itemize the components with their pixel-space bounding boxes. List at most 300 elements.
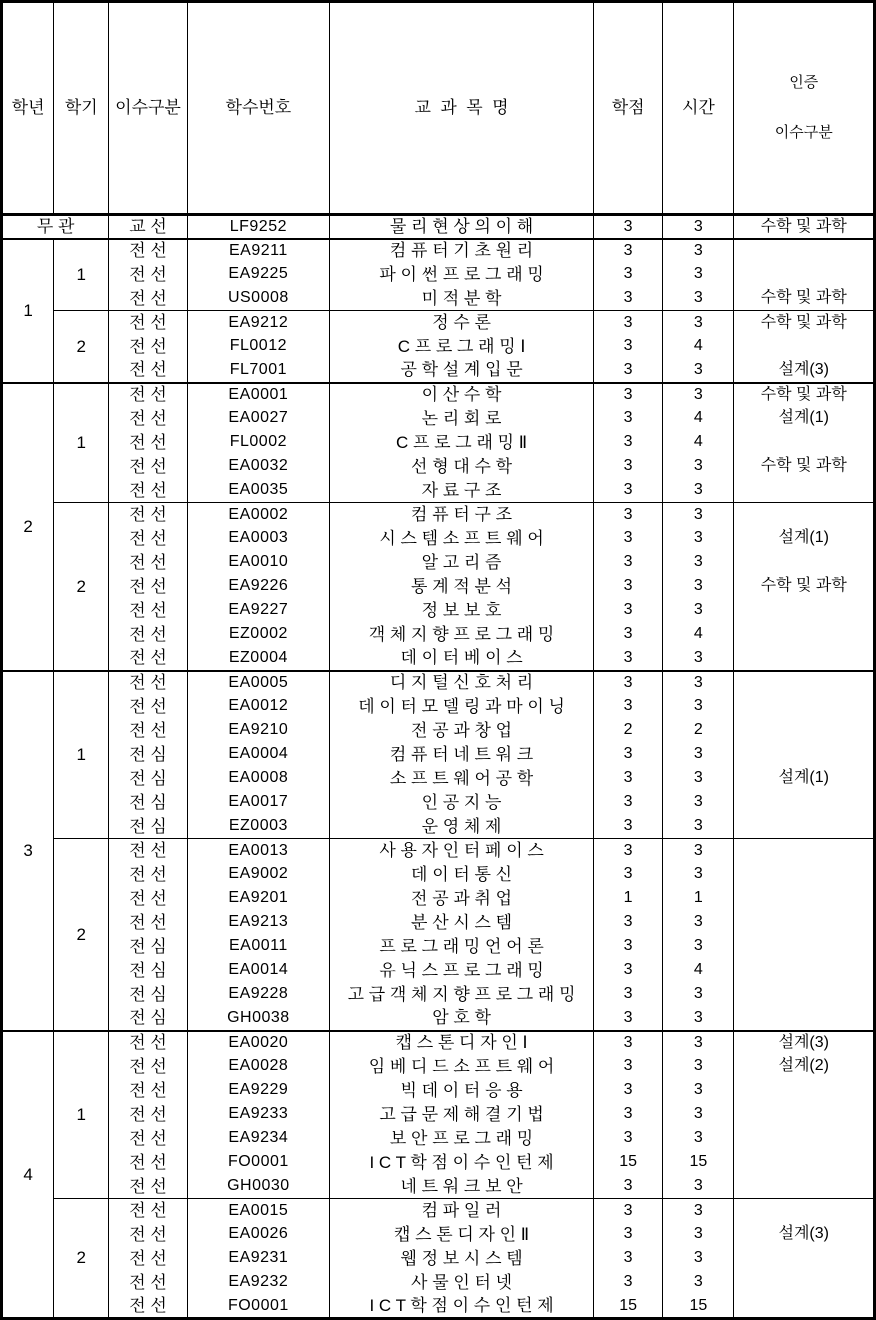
cert-type-cell: 수학 및 과학 (734, 455, 875, 479)
hours-cell: 4 (663, 431, 734, 455)
course-type-cell: 전 심 (109, 791, 187, 815)
credits-cell: 3 (594, 911, 663, 935)
course-code-cell: GH0030 (187, 1175, 329, 1199)
course-name-cell: 정 보 보 호 (330, 599, 594, 623)
course-name-cell: 인 공 지 능 (330, 791, 594, 815)
hours-cell: 3 (663, 239, 734, 263)
course-type-cell: 전 심 (109, 815, 187, 839)
credits-cell: 3 (594, 1247, 663, 1271)
col-header-cert-type (734, 2, 875, 215)
course-name-cell: 소 프 트 웨 어 공 학 (330, 767, 594, 791)
course-name-cell: 미 적 분 학 (330, 287, 594, 311)
cert-type-cell: 설계(1) (734, 407, 875, 431)
course-name-cell: 공 학 설 계 입 문 (330, 359, 594, 383)
course-code-cell: EZ0003 (187, 815, 329, 839)
course-code-cell: EA0026 (187, 1223, 329, 1247)
cert-type-cell: 수학 및 과학 (734, 311, 875, 335)
credits-cell: 3 (594, 1127, 663, 1151)
course-type-cell: 전 심 (109, 935, 187, 959)
credits-cell: 3 (594, 311, 663, 335)
course-code-cell: EZ0002 (187, 623, 329, 647)
course-row (2, 1295, 875, 1319)
course-code-cell: FO0001 (187, 1151, 329, 1175)
course-type-cell: 전 선 (109, 311, 187, 335)
course-row (2, 983, 875, 1007)
hours-cell: 15 (663, 1295, 734, 1319)
course-row (2, 695, 875, 719)
course-type-cell: 전 심 (109, 767, 187, 791)
course-row (2, 767, 875, 791)
course-type-cell: 전 심 (109, 959, 187, 983)
course-name-cell: 물 리 현 상 의 이 해 (330, 215, 594, 239)
course-type-cell: 전 선 (109, 839, 187, 863)
course-name-cell: 컴 퓨 터 네 트 워 크 (330, 743, 594, 767)
hours-cell: 3 (663, 1007, 734, 1031)
hours-cell: 3 (663, 383, 734, 407)
hours-cell: 3 (663, 671, 734, 695)
cert-type-cell (734, 1199, 875, 1223)
credits-cell: 2 (594, 719, 663, 743)
course-name-cell: 알 고 리 즘 (330, 551, 594, 575)
course-name-cell: I C T 학 점 이 수 인 턴 제 (330, 1151, 594, 1175)
course-type-cell: 전 선 (109, 599, 187, 623)
course-row (2, 455, 875, 479)
hours-cell: 3 (663, 311, 734, 335)
course-name-cell: 임 베 디 드 소 프 트 웨 어 (330, 1055, 594, 1079)
course-name-cell: 캡 스 톤 디 자 인 Ⅰ (330, 1031, 594, 1055)
credits-cell: 1 (594, 887, 663, 911)
cert-type-cell (734, 671, 875, 695)
course-name-cell: C 프 로 그 래 밍 Ⅱ (330, 431, 594, 455)
course-name-cell: 정 수 론 (330, 311, 594, 335)
course-type-cell: 전 선 (109, 287, 187, 311)
credits-cell: 3 (594, 263, 663, 287)
course-row (2, 815, 875, 839)
credits-cell: 3 (594, 287, 663, 311)
credits-cell: 3 (594, 1175, 663, 1199)
course-name-cell: 빅 데 이 터 응 용 (330, 1079, 594, 1103)
course-code-cell: EA9211 (187, 239, 329, 263)
credits-cell: 3 (594, 383, 663, 407)
course-row (2, 263, 875, 287)
credits-cell: 3 (594, 767, 663, 791)
credits-cell: 3 (594, 791, 663, 815)
course-code-cell: EA9201 (187, 887, 329, 911)
hours-cell: 2 (663, 719, 734, 743)
course-name-cell: 캡 스 톤 디 자 인 Ⅱ (330, 1223, 594, 1247)
course-row (2, 1055, 875, 1079)
cert-type-cell: 설계(1) (734, 527, 875, 551)
hours-cell: 15 (663, 1151, 734, 1175)
course-name-cell: 사 물 인 터 넷 (330, 1271, 594, 1295)
course-code-cell: EA0005 (187, 671, 329, 695)
course-code-cell: EA0035 (187, 479, 329, 503)
course-name-cell: C 프 로 그 래 밍 Ⅰ (330, 335, 594, 359)
course-code-cell: EA9212 (187, 311, 329, 335)
credits-cell: 3 (594, 431, 663, 455)
hours-cell: 3 (663, 599, 734, 623)
course-type-cell: 전 선 (109, 335, 187, 359)
semester-cell: 1 (54, 1031, 109, 1199)
course-type-cell: 전 선 (109, 1175, 187, 1199)
course-name-cell: 파 이 썬 프 로 그 래 밍 (330, 263, 594, 287)
semester-cell: 1 (54, 383, 109, 503)
cert-type-cell (734, 623, 875, 647)
course-name-cell: 암 호 학 (330, 1007, 594, 1031)
semester-cell: 2 (54, 1199, 109, 1319)
course-name-cell: 컴 퓨 터 기 초 원 리 (330, 239, 594, 263)
credits-cell: 3 (594, 1031, 663, 1055)
course-row (2, 1223, 875, 1247)
course-type-cell: 전 선 (109, 1223, 187, 1247)
hours-cell: 3 (663, 1103, 734, 1127)
cert-type-cell: 설계(2) (734, 1055, 875, 1079)
course-code-cell: EA0027 (187, 407, 329, 431)
course-row (2, 959, 875, 983)
course-row (2, 719, 875, 743)
hours-cell: 3 (663, 359, 734, 383)
col-header-hours: 시간 (663, 2, 734, 215)
course-code-cell: EA0008 (187, 767, 329, 791)
course-row (2, 1079, 875, 1103)
credits-cell: 3 (594, 575, 663, 599)
course-name-cell: 분 산 시 스 템 (330, 911, 594, 935)
course-name-cell: 사 용 자 인 터 페 이 스 (330, 839, 594, 863)
course-row (2, 887, 875, 911)
cert-type-cell (734, 239, 875, 263)
semester-cell: 2 (54, 839, 109, 1031)
cert-type-cell (734, 839, 875, 863)
course-code-cell: EA0032 (187, 455, 329, 479)
hours-cell: 3 (663, 1223, 734, 1247)
course-row (2, 215, 875, 239)
course-type-cell: 전 선 (109, 1055, 187, 1079)
course-code-cell: EA0014 (187, 959, 329, 983)
course-row (2, 863, 875, 887)
course-type-cell: 전 선 (109, 911, 187, 935)
course-name-cell: 고 급 객 체 지 향 프 로 그 래 밍 (330, 983, 594, 1007)
credits-cell: 3 (594, 671, 663, 695)
cert-type-cell (734, 479, 875, 503)
year-cell: 1 (2, 239, 54, 383)
course-code-cell: US0008 (187, 287, 329, 311)
course-code-cell: FL7001 (187, 359, 329, 383)
course-code-cell: EZ0004 (187, 647, 329, 671)
hours-cell: 3 (663, 791, 734, 815)
col-header-course-code: 학수번호 (187, 2, 329, 215)
course-name-cell: 고 급 문 제 해 결 기 법 (330, 1103, 594, 1127)
cert-type-cell (734, 1007, 875, 1031)
course-name-cell: 컴 파 일 러 (330, 1199, 594, 1223)
course-type-cell: 전 심 (109, 1007, 187, 1031)
course-type-cell: 전 심 (109, 983, 187, 1007)
course-row (2, 359, 875, 383)
course-code-cell: EA0020 (187, 1031, 329, 1055)
cert-type-cell: 설계(1) (734, 767, 875, 791)
hours-cell: 3 (663, 767, 734, 791)
course-code-cell: EA0010 (187, 551, 329, 575)
cert-type-cell: 설계(3) (734, 359, 875, 383)
course-type-cell: 전 선 (109, 887, 187, 911)
credits-cell: 3 (594, 1103, 663, 1127)
cert-header-line2: 이수구분 (774, 123, 833, 141)
course-name-cell: 전 공 과 취 업 (330, 887, 594, 911)
hours-cell: 3 (663, 455, 734, 479)
cert-type-cell: 수학 및 과학 (734, 287, 875, 311)
credits-cell: 3 (594, 215, 663, 239)
col-header-course-name: 교 과 목 명 (330, 2, 594, 215)
course-row (2, 599, 875, 623)
credits-cell: 3 (594, 407, 663, 431)
credits-cell: 3 (594, 839, 663, 863)
course-row (2, 551, 875, 575)
cert-type-cell (734, 1247, 875, 1271)
hours-cell: 3 (663, 575, 734, 599)
hours-cell: 4 (663, 407, 734, 431)
cert-type-cell (734, 335, 875, 359)
course-row (2, 407, 875, 431)
course-name-cell: 데 이 터 통 신 (330, 863, 594, 887)
course-code-cell: EA0004 (187, 743, 329, 767)
course-code-cell: EA9002 (187, 863, 329, 887)
course-code-cell: EA0015 (187, 1199, 329, 1223)
hours-cell: 3 (663, 1271, 734, 1295)
cert-type-cell (734, 863, 875, 887)
course-code-cell: EA9227 (187, 599, 329, 623)
course-row (2, 527, 875, 551)
course-name-cell: 데 이 터 베 이 스 (330, 647, 594, 671)
credits-cell: 3 (594, 1199, 663, 1223)
course-type-cell: 전 선 (109, 263, 187, 287)
course-name-cell: 프 로 그 래 밍 언 어 론 (330, 935, 594, 959)
course-type-cell: 전 선 (109, 407, 187, 431)
hours-cell: 4 (663, 623, 734, 647)
course-type-cell: 전 선 (109, 527, 187, 551)
course-name-cell: I C T 학 점 이 수 인 턴 제 (330, 1295, 594, 1319)
course-type-cell: 전 선 (109, 1247, 187, 1271)
course-name-cell: 선 형 대 수 학 (330, 455, 594, 479)
credits-cell: 3 (594, 239, 663, 263)
hours-cell: 3 (663, 503, 734, 527)
hours-cell: 3 (663, 1055, 734, 1079)
course-name-cell: 객 체 지 향 프 로 그 래 밍 (330, 623, 594, 647)
credits-cell: 3 (594, 959, 663, 983)
cert-type-cell (734, 1295, 875, 1319)
cert-type-cell (734, 551, 875, 575)
semester-cell: 1 (54, 671, 109, 839)
year-semester-merged-cell: 무 관 (2, 215, 109, 239)
course-code-cell: EA0003 (187, 527, 329, 551)
course-code-cell: LF9252 (187, 215, 329, 239)
course-row (2, 503, 875, 527)
course-name-cell: 이 산 수 학 (330, 383, 594, 407)
col-header-credits: 학점 (594, 2, 663, 215)
hours-cell: 4 (663, 335, 734, 359)
hours-cell: 4 (663, 959, 734, 983)
course-type-cell: 전 선 (109, 695, 187, 719)
course-type-cell: 전 선 (109, 1199, 187, 1223)
cert-type-cell (734, 1175, 875, 1199)
credits-cell: 3 (594, 935, 663, 959)
hours-cell: 3 (663, 551, 734, 575)
course-row (2, 1103, 875, 1127)
cert-type-cell (734, 935, 875, 959)
course-name-cell: 운 영 체 제 (330, 815, 594, 839)
hours-cell: 3 (663, 1079, 734, 1103)
course-type-cell: 전 선 (109, 719, 187, 743)
course-row (2, 1199, 875, 1223)
hours-cell: 3 (663, 815, 734, 839)
course-type-cell: 전 선 (109, 1127, 187, 1151)
course-type-cell: 전 선 (109, 863, 187, 887)
course-name-cell: 컴 퓨 터 구 조 (330, 503, 594, 527)
credits-cell: 3 (594, 1079, 663, 1103)
course-type-cell: 전 선 (109, 551, 187, 575)
cert-type-cell (734, 791, 875, 815)
hours-cell: 1 (663, 887, 734, 911)
course-type-cell: 전 선 (109, 1031, 187, 1055)
course-row (2, 743, 875, 767)
hours-cell: 3 (663, 287, 734, 311)
hours-cell: 3 (663, 263, 734, 287)
credits-cell: 15 (594, 1295, 663, 1319)
credits-cell: 3 (594, 503, 663, 527)
course-name-cell: 웹 정 보 시 스 템 (330, 1247, 594, 1271)
cert-type-cell (734, 647, 875, 671)
hours-cell: 3 (663, 647, 734, 671)
course-row (2, 1031, 875, 1055)
credits-cell: 3 (594, 695, 663, 719)
course-name-cell: 자 료 구 조 (330, 479, 594, 503)
course-row (2, 1007, 875, 1031)
cert-type-cell (734, 887, 875, 911)
cert-type-cell (734, 743, 875, 767)
course-type-cell: 전 선 (109, 671, 187, 695)
course-type-cell: 전 선 (109, 455, 187, 479)
cert-type-cell (734, 911, 875, 935)
course-row (2, 1271, 875, 1295)
course-row (2, 935, 875, 959)
credits-cell: 3 (594, 1007, 663, 1031)
cert-type-cell (734, 503, 875, 527)
course-row (2, 1175, 875, 1199)
cert-type-cell (734, 1271, 875, 1295)
course-type-cell: 전 선 (109, 239, 187, 263)
hours-cell: 3 (663, 983, 734, 1007)
cert-type-cell (734, 1103, 875, 1127)
course-name-cell: 통 계 적 분 석 (330, 575, 594, 599)
course-type-cell: 전 선 (109, 359, 187, 383)
course-row (2, 383, 875, 407)
hours-cell: 3 (663, 1031, 734, 1055)
credits-cell: 3 (594, 1271, 663, 1295)
credits-cell: 3 (594, 359, 663, 383)
cert-type-cell: 설계(3) (734, 1223, 875, 1247)
header-row (2, 2, 875, 215)
credits-cell: 3 (594, 551, 663, 575)
col-header-course-type: 이수구분 (109, 2, 187, 215)
course-type-cell: 전 선 (109, 1271, 187, 1295)
credits-cell: 3 (594, 1055, 663, 1079)
course-row (2, 575, 875, 599)
hours-cell: 3 (663, 1127, 734, 1151)
course-code-cell: EA9213 (187, 911, 329, 935)
course-code-cell: EA0002 (187, 503, 329, 527)
credits-cell: 3 (594, 815, 663, 839)
hours-cell: 3 (663, 839, 734, 863)
course-code-cell: EA9228 (187, 983, 329, 1007)
hours-cell: 3 (663, 911, 734, 935)
hours-cell: 3 (663, 743, 734, 767)
course-code-cell: EA9225 (187, 263, 329, 287)
col-header-year: 학년 (2, 2, 54, 215)
course-code-cell: EA9231 (187, 1247, 329, 1271)
cert-type-cell (734, 599, 875, 623)
cert-header-line1: 인증 (789, 74, 819, 92)
cert-type-cell (734, 431, 875, 455)
cert-type-cell (734, 983, 875, 1007)
course-row (2, 1151, 875, 1175)
course-code-cell: EA0011 (187, 935, 329, 959)
cert-type-cell (734, 1127, 875, 1151)
course-row (2, 911, 875, 935)
semester-cell: 1 (54, 239, 109, 311)
credits-cell: 15 (594, 1151, 663, 1175)
cert-type-cell (734, 1151, 875, 1175)
cert-type-cell (734, 815, 875, 839)
course-row (2, 623, 875, 647)
course-row (2, 431, 875, 455)
course-type-cell: 전 선 (109, 575, 187, 599)
course-row (2, 1247, 875, 1271)
course-row (2, 839, 875, 863)
course-type-cell: 전 선 (109, 1151, 187, 1175)
course-name-cell: 논 리 회 로 (330, 407, 594, 431)
year-cell: 3 (2, 671, 54, 1031)
cert-type-cell (734, 719, 875, 743)
semester-cell: 2 (54, 311, 109, 383)
cert-type-cell: 수학 및 과학 (734, 215, 875, 239)
cert-type-cell (734, 1079, 875, 1103)
credits-cell: 3 (594, 599, 663, 623)
course-name-cell: 데 이 터 모 델 링 과 마 이 닝 (330, 695, 594, 719)
hours-cell: 3 (663, 695, 734, 719)
credits-cell: 3 (594, 1223, 663, 1247)
course-type-cell: 전 선 (109, 1103, 187, 1127)
course-type-cell: 전 선 (109, 1295, 187, 1319)
course-type-cell: 전 선 (109, 383, 187, 407)
course-code-cell: EA9232 (187, 1271, 329, 1295)
course-row (2, 287, 875, 311)
course-code-cell: EA9210 (187, 719, 329, 743)
cert-type-cell: 수학 및 과학 (734, 575, 875, 599)
course-type-cell: 전 선 (109, 503, 187, 527)
col-header-semester: 학기 (54, 2, 109, 215)
cert-type-cell: 수학 및 과학 (734, 383, 875, 407)
cert-type-cell (734, 695, 875, 719)
course-type-cell: 교 선 (109, 215, 187, 239)
course-row (2, 311, 875, 335)
hours-cell: 3 (663, 527, 734, 551)
course-row (2, 647, 875, 671)
credits-cell: 3 (594, 335, 663, 359)
course-code-cell: FL0012 (187, 335, 329, 359)
credits-cell: 3 (594, 623, 663, 647)
course-code-cell: EA9234 (187, 1127, 329, 1151)
course-row (2, 791, 875, 815)
hours-cell: 3 (663, 215, 734, 239)
hours-cell: 3 (663, 1247, 734, 1271)
